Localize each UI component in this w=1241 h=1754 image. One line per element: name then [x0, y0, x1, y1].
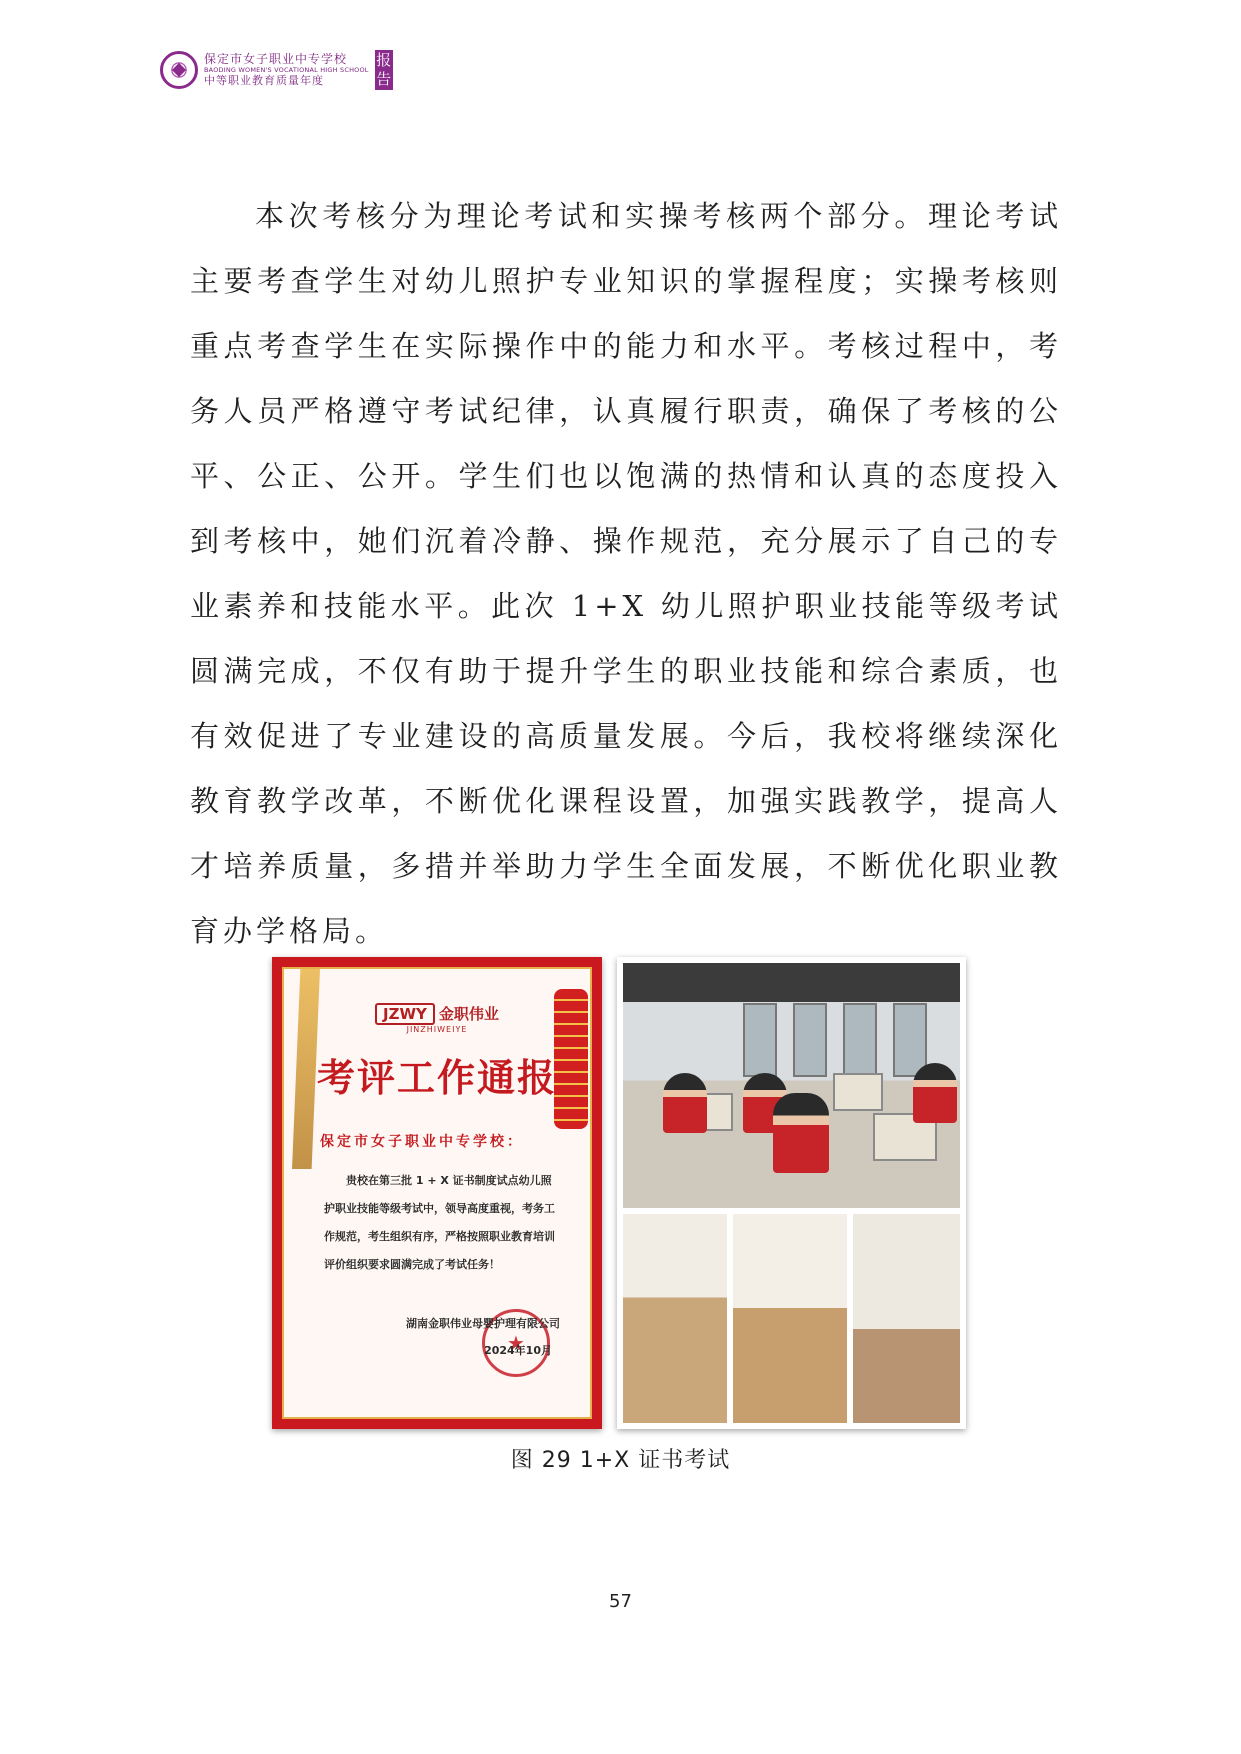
header-school-name-en: BAODING WOMEN'S VOCATIONAL HIGH SCHOOL: [204, 65, 369, 74]
window-shape: [743, 1003, 777, 1077]
header-text: [204, 53, 369, 87]
kneeling-practice-photo: [853, 1214, 960, 1423]
student-figure: [773, 1093, 829, 1173]
monitor-shape: [833, 1073, 883, 1111]
report-badge-bottom: 告: [376, 70, 392, 88]
report-badge-top: 报: [376, 51, 392, 69]
student-figure: [663, 1073, 707, 1133]
report-badge: [375, 50, 393, 90]
header-school-name: 保定市女子职业中专学校: [204, 52, 348, 67]
body-paragraph: 本次考核分为理论考试和实操考核两个部分。理论考试主要考查学生对幼儿照护专业知识的掌握程度；实操考核则重点考查学生在实际操作中的能力和水平。考核过程中，考务人员严格遵守考试纪律，认真履行职责，确保了考核的公平、公正、公开。学生们也以饱满的热情和认真的态度投入到考核中，她们沉着冷静、操作规范，充分展示了自己的专业素养和技能水平。此次 1+X 幼儿照护职业技能等级考试圆满完成，不仅有助于提升学生的职业技能和综合素质，也有效促进了专业建设的高质量发展。今后，我校将继续深化教育教学改革，不断优化课程设置，加强实践教学，提高人才培养质量，多措并举助力学生全面发展，不断优化职业教育办学格局。: [190, 199, 1062, 948]
certificate-image: [272, 957, 602, 1429]
certificate-logo-mark: JZWY: [375, 1003, 435, 1025]
infant-care-photo: [733, 1214, 847, 1423]
page-header: [160, 46, 393, 94]
window-shape: [843, 1003, 877, 1077]
certificate-company: 湖南金职伟业母婴护理有限公司: [406, 1317, 560, 1330]
certificate-date: 2024年10月: [484, 1344, 552, 1357]
certificate-title: 考评工作通报: [316, 1056, 557, 1100]
window-shape: [793, 1003, 827, 1077]
certificate-logo: [284, 1003, 590, 1025]
student-figure: [913, 1063, 957, 1123]
certificate-content: 贵校在第三批 1 + X 证书制度试点幼儿照护职业技能等级考试中，领导高度重视，考务工作规范，考生组织有序，严格按照职业教育培训评价组织要求圆满完成了考试任务！: [324, 1174, 555, 1271]
classroom-exam-photo: [623, 963, 960, 1208]
exam-photo-collage: [617, 957, 966, 1429]
student-figure: [623, 1214, 663, 1284]
school-logo-icon: [160, 51, 198, 89]
certificate-logo-name: 金职伟业: [438, 1005, 499, 1023]
exam-desk-photo: [623, 1214, 727, 1423]
student-figure: [733, 1214, 785, 1314]
figure-caption: 图 29 1+X 证书考试: [510, 1448, 731, 1473]
student-figure: [853, 1214, 899, 1304]
header-report-subtitle: 中等职业教育质量年度: [204, 74, 324, 88]
certificate-addressee: 保定市女子职业中专学校：: [320, 1134, 524, 1150]
certificate-logo-sub: JINZHIWEIYE: [406, 1025, 468, 1034]
certificate-panel: [282, 967, 592, 1419]
page-number: 57: [609, 1591, 632, 1612]
